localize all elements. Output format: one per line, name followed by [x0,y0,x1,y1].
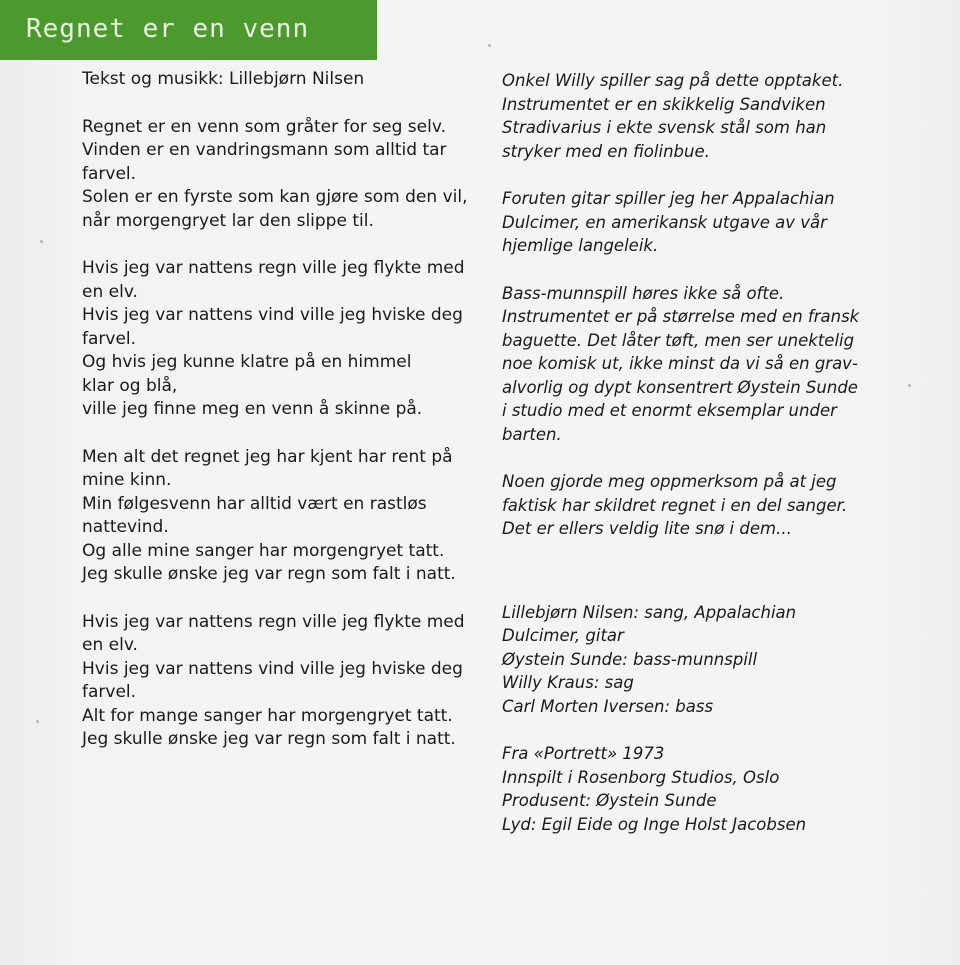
release-line: Produsent: Øystein Sunde [502,791,717,810]
notes-gap [502,565,942,601]
lyric-line: Hvis jeg var nattens regn ville jeg flykte med [82,611,465,632]
lyric-line: Solen er en fyrste som kan gjøre som den vil, [82,187,468,207]
lyrics-credit: Tekst og musikk: Lillebjørn Nilsen [82,69,365,89]
personnel-line: Dulcimer, gitar [502,626,624,645]
lyrics-stanzas [82,116,482,752]
lyric-line: Jeg skulle ønske jeg var regn som falt i natt. [82,564,456,584]
lyric-line: farvel. [82,163,137,184]
lyric-line: Men alt det regnet jeg har kjent har rent på [82,446,453,467]
lyric-line: Vinden er en vandringsmann som alltid tar [82,140,447,160]
notes-line: baguette. Det låter tøft, men ser unektelig [502,330,855,350]
notes-line: noe komisk ut, ikke minst da vi så en grav- [502,354,858,373]
song-title: Regnet er en venn [26,14,310,44]
personnel-line: Willy Kraus: sag [502,673,634,692]
liner-notes [502,69,942,541]
personnel-line: Lillebjørn Nilsen: sang, Appalachian [502,602,797,622]
lyric-line: en elv. [82,281,138,302]
lyrics-stanza [82,257,482,422]
lyric-line: klar og blå, [82,375,178,396]
personnel-list [502,601,942,719]
title-banner [0,0,377,60]
lyric-line: Hvis jeg var nattens vind ville jeg hviske deg [82,305,463,325]
lyric-line: når morgengryet lar den slippe til. [82,210,374,231]
paper-speck [40,240,43,243]
lyric-line: Og hvis jeg kunne klatre på en himmel [82,352,412,372]
notes-paragraph [502,470,942,541]
notes-line: Bass-munnspill høres ikke så ofte. [502,283,785,303]
lyrics-column [82,68,482,776]
release-line: Innspilt i Rosenborg Studios, Oslo [502,767,780,787]
lyrics-stanza [82,446,482,587]
release-info [502,742,942,836]
notes-line: Onkel Willy spiller sag på dette opptaket. [502,71,844,90]
personnel-line: Øystein Sunde: bass-munnspill [502,649,758,669]
lyrics-stanza [82,116,482,234]
notes-line: faktisk har skildret regnet i en del sanger. [502,495,848,515]
notes-line: Det er ellers veldig lite snø i dem... [502,519,792,538]
notes-line: Noen gjorde meg oppmerksom på at jeg [502,472,837,491]
notes-line: stryker med en fiolinbue. [502,141,710,161]
release-line: Lyd: Egil Eide og Inge Holst Jacobsen [502,814,807,834]
notes-paragraph [502,69,942,163]
notes-line: Foruten gitar spiller jeg her Appalachian [502,189,835,208]
notes-line: Dulcimer, en amerikansk utgave av vår [502,212,827,232]
notes-line: Stradivarius i ekte svensk stål som han [502,118,827,137]
lyric-line: Jeg skulle ønske jeg var regn som falt i natt. [82,729,456,749]
lyrics-stanza [82,611,482,752]
notes-line: Instrumentet er en skikkelig Sandviken [502,94,826,114]
notes-column [502,69,942,860]
notes-line: i studio med et enormt eksemplar under [502,401,837,420]
release-line: Fra «Portrett» 1973 [502,744,665,763]
notes-line: Instrumentet er på størrelse med en fransk [502,307,860,326]
notes-paragraph [502,187,942,258]
notes-line: alvorlig og dypt konsentrert Øystein Sunde [502,377,858,397]
lyric-line: Hvis jeg var nattens regn ville jeg flykte med [82,258,465,278]
notes-paragraph [502,282,942,447]
lyric-line: en elv. [82,635,138,655]
lyric-line: nattevind. [82,517,169,537]
lyric-line: Regnet er en venn som gråter for seg selv. [82,116,446,137]
lyric-line: farvel. [82,328,137,349]
lyric-line: ville jeg finne meg en venn å skinne på. [82,399,423,419]
notes-line: hjemlige langeleik. [502,236,659,255]
lyric-line: mine kinn. [82,470,172,490]
personnel-line: Carl Morten Iversen: bass [502,696,714,716]
paper-speck [36,720,39,723]
lyric-line: farvel. [82,682,137,702]
notes-line: barten. [502,424,562,444]
lyric-line: Min følgesvenn har alltid vært en rastløs [82,493,427,514]
lyric-line: Og alle mine sanger har morgengryet tatt. [82,540,445,561]
paper-speck [488,44,491,47]
lyric-line: Hvis jeg var nattens vind ville jeg hviske deg [82,658,463,679]
lyric-line: Alt for mange sanger har morgengryet tatt. [82,705,453,726]
